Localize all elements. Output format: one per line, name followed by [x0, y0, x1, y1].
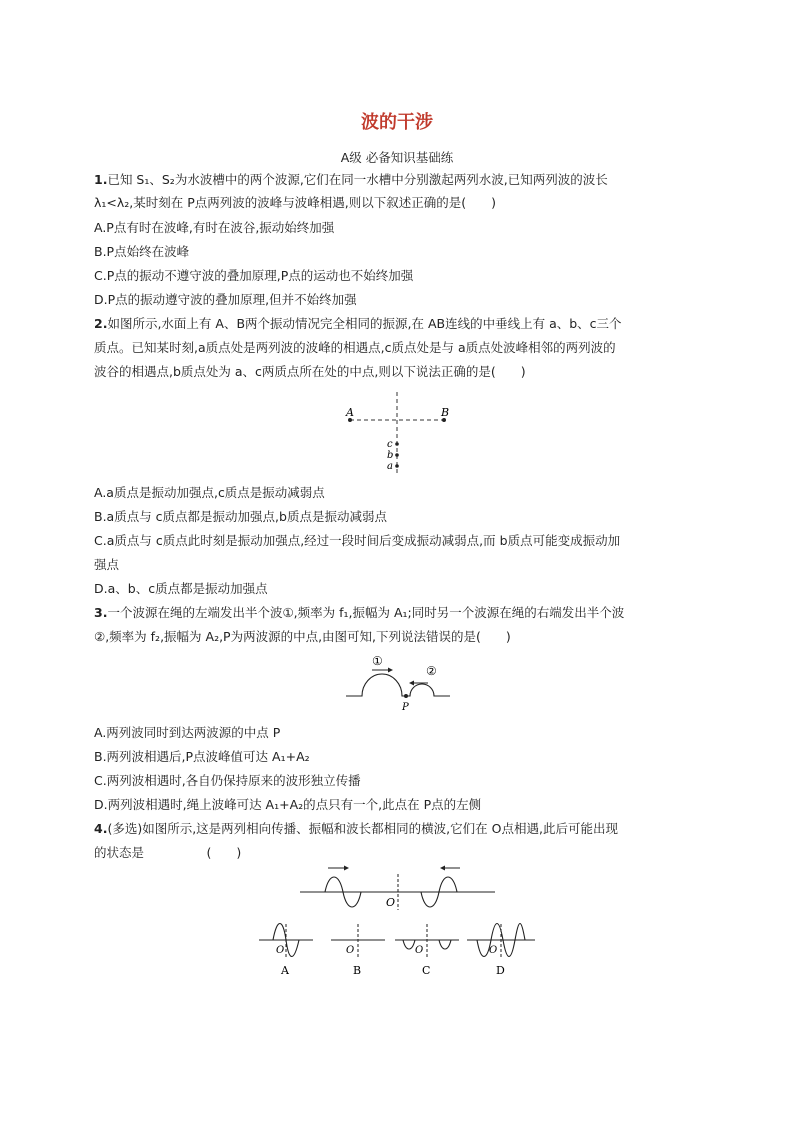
point-a-label: a — [387, 461, 393, 472]
q2-stem-line-1 — [94, 315, 622, 333]
q3-option-b: B.两列波相遇后,P点波峰值可达 A₁+A₂ — [94, 749, 310, 764]
option-a-o-label: O — [276, 945, 285, 956]
page-title: 波的干涉 — [361, 112, 433, 133]
q2-number: 2. — [94, 316, 108, 331]
option-a-label: A — [281, 964, 289, 977]
option-b-o-label: O — [346, 945, 355, 956]
q3-number: 3. — [94, 605, 108, 620]
q2-stem-line-2: 质点。已知某时刻,a质点处是两列波的波峰的相遇点,c质点处是与 a质点处波峰相邻的两列波的 — [94, 340, 616, 355]
q2-stem-text-1: 如图所示,水面上有 A、B两个振动情况完全相同的振源,在 AB连线的中垂线上有 a、b、c三个 — [107, 316, 622, 331]
q3-stem-line-1 — [94, 604, 624, 622]
point-p-label: P — [402, 702, 409, 713]
q2-option-b: B.a质点与 c质点都是振动加强点,b质点是振动减弱点 — [94, 509, 387, 524]
q1-stem-line-2: λ₁<λ₂,某时刻在 P点两列波的波峰与波峰相遇,则以下叙述正确的是( ) — [94, 195, 497, 210]
q2-stem-line-3: 波谷的相遇点,b质点处为 a、c两质点所在处的中点,则以下说法正确的是( ) — [94, 364, 526, 379]
wave-2-label: ② — [426, 664, 437, 678]
q2-option-a: A.a质点是振动加强点,c质点是振动减弱点 — [94, 485, 325, 500]
q1-option-a: A.P点有时在波峰,有时在波谷,振动始终加强 — [94, 220, 335, 235]
q4-figure — [255, 862, 540, 982]
q2-option-c-continued: 强点 — [94, 557, 120, 572]
section-heading: A级 必备知识基础练 — [340, 150, 454, 165]
q3-option-a: A.两列波同时到达两波源的中点 P — [94, 725, 281, 740]
point-b-label: b — [387, 450, 394, 461]
q3-figure — [340, 652, 460, 714]
q3-option-d: D.两列波相遇时,绳上波峰可达 A₁+A₂的点只有一个,此点在 P点的左侧 — [94, 797, 482, 812]
wave-1-label: ① — [372, 654, 383, 668]
point-c-label: c — [387, 439, 393, 450]
origin-o-label: O — [386, 896, 396, 909]
q1-option-c: C.P点的振动不遵守波的叠加原理,P点的运动也不始终加强 — [94, 268, 414, 283]
option-c-label: C — [422, 964, 431, 977]
q2-option-c: C.a质点与 c质点此时刻是振动加强点,经过一段时间后变成振动减弱点,而 b质点可能变成振动加 — [94, 533, 621, 548]
option-d-label: D — [496, 964, 505, 977]
option-d-o-label: O — [489, 945, 498, 956]
q3-option-c: C.两列波相遇时,各自仍保持原来的波形独立传播 — [94, 773, 361, 788]
point-b-source-label: B — [441, 406, 450, 419]
q4-number: 4. — [94, 821, 108, 836]
q4-stem-text-1: (多选)如图所示,这是两列相向传播、振幅和波长都相同的横波,它们在 O点相遇,此后可能出现 — [107, 821, 618, 836]
q1-stem-text-1: 已知 S₁、S₂为水波槽中的两个波源,它们在同一水槽中分别激起两列水波,已知两列波的波长 — [107, 172, 608, 187]
q1-number: 1. — [94, 172, 108, 187]
point-a-source-label: A — [346, 406, 354, 419]
option-b-label: B — [353, 964, 362, 977]
q2-figure — [340, 388, 460, 478]
q4-stem-line-2: 的状态是 ( ) — [94, 845, 242, 860]
q1-stem-line-1 — [94, 171, 608, 189]
q3-stem-line-2: ②,频率为 f₂,振幅为 A₂,P为两波源的中点,由图可知,下列说法错误的是( ) — [94, 629, 511, 644]
q3-stem-text-1: 一个波源在绳的左端发出半个波①,频率为 f₁,振幅为 A₁;同时另一个波源在绳的右端发出半个波 — [107, 605, 625, 620]
q1-option-d: D.P点的振动遵守波的叠加原理,但并不始终加强 — [94, 292, 357, 307]
option-c-o-label: O — [415, 945, 424, 956]
q2-option-d: D.a、b、c质点都是振动加强点 — [94, 581, 268, 596]
q4-stem-line-1 — [94, 820, 618, 838]
q1-option-b: B.P点始终在波峰 — [94, 244, 190, 259]
